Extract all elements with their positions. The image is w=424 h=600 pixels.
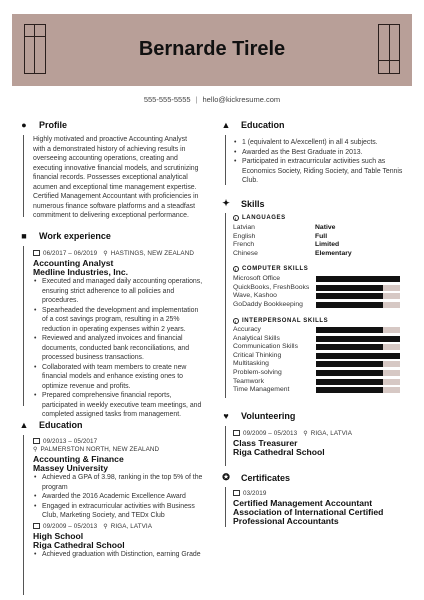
location-pin-icon: ⚲: [103, 524, 108, 530]
volunteering-heading: [220, 411, 295, 421]
edu-dates: 09/2009 – 05/2013: [43, 523, 98, 530]
skill-bar-fill: [316, 327, 383, 333]
skill-label: Communication Skills: [233, 343, 298, 351]
list-item: • Spearheaded the development and implementation of a cost savings program, resulting in a 25% reduction in operating expenses within 2 years.: [33, 306, 218, 335]
timeline-line: [225, 213, 226, 398]
profile-line: Highly motivated and proactive Accounting Analyst: [33, 136, 187, 143]
skill-label: Analytical Skills: [233, 334, 280, 342]
skill-bar-fill: [316, 302, 383, 308]
skill-label: Wave, Kashoo: [233, 292, 277, 300]
skill-bar-fill: [316, 293, 383, 299]
volunteering-meta: [233, 430, 352, 437]
certificates-heading: [220, 472, 290, 483]
person-icon: ●: [21, 120, 27, 130]
skill-bar-fill: [316, 353, 400, 359]
edu-school: Massey University: [33, 463, 108, 473]
profile-line: executing innovative financial models, and scrutinizing: [33, 164, 199, 172]
briefcase-icon: ■: [21, 231, 27, 241]
certificate-meta: [233, 490, 266, 497]
candidate-name: Bernarde Tirele: [138, 38, 286, 60]
skill-label: Critical Thinking: [233, 351, 282, 359]
skill-bar-fill: [316, 361, 383, 367]
info-icon: i: [233, 266, 239, 272]
volunteering-location: RIGA, LATVIA: [310, 430, 353, 437]
profile-text: [33, 135, 213, 221]
skill-bar-fill: [316, 387, 383, 393]
certificate-line: Professional Accountants: [233, 516, 339, 526]
certificate-date: 03/2019: [243, 490, 267, 497]
header-frame-line: [24, 36, 46, 37]
edu-meta: [33, 438, 97, 445]
skill-label: Time Management: [233, 386, 290, 394]
volunteering-role: Class Treasurer: [233, 438, 298, 448]
list-item: • Awarded as the Best Graduate in 2013.: [233, 148, 413, 158]
list-item: • Participated in extracurricular activities such as Economics Society, Riding Society, and Table Tennis Club.: [233, 157, 413, 186]
skill-label: Teamwork: [233, 377, 264, 385]
skill-label: Problem-solving: [233, 369, 282, 376]
timeline-line: [225, 487, 226, 527]
list-item: • Achieved a GPA of 3.98, ranking in the top 5% of the program: [33, 473, 218, 492]
skills-title: Skills: [241, 198, 265, 209]
skill-bar-fill: [316, 344, 383, 350]
skill-bar-fill: [316, 336, 400, 342]
location-pin-icon: ⚲: [303, 431, 308, 437]
list-item: • Executed and managed daily accounting operations, ensuring strict adherence to all policies and procedures.: [33, 277, 218, 306]
list-item: • Reviewed and analyzed invoices and financial documents, conducted bank reconciliations, and processed business transactions.: [33, 334, 218, 363]
graduation-cap-icon: ▲: [19, 420, 29, 430]
skill-bar-fill: [316, 285, 383, 291]
education-cont-heading: [220, 120, 285, 130]
calendar-icon: [33, 523, 40, 529]
computer-skills-heading: [233, 266, 308, 272]
timeline-line: [225, 135, 226, 185]
phone[interactable]: 555-555-5555: [143, 95, 191, 104]
edu-bullets: [33, 550, 218, 560]
list-item: • Prepared comprehensive financial reports, participated in weekly executive team meetings, and completed assigned tasks from management.: [33, 391, 218, 420]
timeline-line: [225, 426, 226, 466]
calendar-icon: [233, 490, 240, 496]
location-pin-icon: ⚲: [33, 447, 38, 453]
languages-heading: [233, 215, 286, 221]
work-bullets: [33, 277, 218, 420]
edu-location-text: PALMERSTON NORTH, NEW ZEALAND: [40, 446, 160, 453]
list-item: • 1 (equivalent to A/excellent) in all 4 subjects.: [233, 138, 413, 148]
separator: |: [195, 95, 198, 104]
timeline-line: [23, 135, 24, 217]
work-company: Medline Industries, Inc.: [33, 267, 129, 277]
wrench-icon: ✦: [222, 198, 230, 208]
profile-line: overseeing accounting operations, creating and: [33, 155, 178, 162]
edu-degree: High School: [33, 531, 84, 541]
calendar-icon: [33, 438, 40, 444]
skill-label: Microsoft Office: [233, 275, 281, 282]
profile-line: acumen and exceptional time management expertise.: [33, 183, 197, 191]
info-icon: i: [233, 318, 239, 324]
calendar-icon: [33, 250, 40, 256]
skills-heading: [220, 198, 265, 209]
work-role: Accounting Analyst: [33, 258, 114, 268]
work-title: Work experience: [39, 231, 111, 241]
info-icon: i: [233, 215, 239, 221]
header-banner: [12, 14, 412, 86]
education-heading: [18, 420, 83, 430]
certificate-line: Certified Management Accountant: [233, 498, 373, 508]
edu-meta: [33, 523, 152, 530]
edu-location-text: RIGA, LATVIA: [110, 523, 153, 530]
skill-label: GoDaddy Bookkeeping: [233, 300, 303, 308]
profile-line: financial records. Possesses exceptional analytical: [33, 174, 188, 181]
edu-cont-bullets: [233, 138, 413, 186]
profile-line: numerous finance software platforms and a steadfast: [33, 202, 196, 210]
edu-degree: Accounting & Finance: [33, 454, 124, 464]
list-item: • Engaged in extracurricular activities with Business Club, Marketing Society, and TEDx Club: [33, 502, 218, 521]
work-meta: [33, 250, 194, 257]
work-dates: 06/2017 – 06/2019: [43, 250, 98, 257]
award-icon: ✪: [222, 472, 230, 482]
profile-line: Certified Management Accountant with proficiencies in: [33, 193, 199, 200]
skill-bar-fill: [316, 370, 383, 376]
list-item: • Awarded the 2016 Academic Excellence Award: [33, 492, 218, 502]
computer-skills-title: COMPUTER SKILLS: [242, 266, 309, 272]
work-location: HASTINGS, NEW ZEALAND: [110, 250, 195, 257]
volunteering-dates: 09/2009 – 05/2013: [243, 430, 298, 437]
calendar-icon: [233, 430, 240, 436]
skill-label: Multitasking: [233, 360, 269, 368]
graduation-cap-icon: ▲: [221, 120, 231, 130]
skill-bar-fill: [316, 276, 400, 282]
skill-label: Accuracy: [233, 326, 261, 333]
profile-line: commitment to delivering exceptional performance.: [33, 212, 189, 219]
contact-line: [0, 95, 424, 104]
list-item: • Collaborated with team members to create new financial models and enhance existing ones to optimize revenue and profits.: [33, 363, 218, 392]
timeline-line: [23, 435, 24, 595]
education-title: Education: [39, 420, 83, 430]
email[interactable]: hello@kickresume.com: [202, 95, 281, 104]
location-pin-icon: ⚲: [103, 251, 108, 257]
edu-dates: 09/2013 – 05/2017: [43, 438, 98, 445]
languages-title: LANGUAGES: [242, 215, 286, 221]
edu-bullets: [33, 473, 218, 521]
certificates-title: Certificates: [241, 472, 291, 483]
edu-location: [33, 446, 159, 453]
edu-school: Riga Cathedral School: [33, 540, 125, 550]
timeline-line: [23, 246, 24, 406]
certificate-line: Association of International Certified: [233, 507, 384, 517]
profile-title: Profile: [39, 120, 68, 130]
volunteering-org: Riga Cathedral School: [233, 447, 325, 457]
skill-bar-fill: [316, 379, 383, 385]
profile-line: with a demonstrated history of achieving results in: [33, 145, 186, 153]
interpersonal-skills-title: INTERPERSONAL SKILLS: [242, 318, 329, 324]
interpersonal-skills-heading: [233, 318, 328, 324]
education-cont-title: Education: [241, 120, 285, 130]
list-item: • Achieved graduation with Distinction, earning Grade: [33, 550, 218, 560]
volunteering-title: Volunteering: [241, 411, 296, 421]
heart-icon: ♥: [223, 411, 229, 421]
work-heading: [18, 231, 111, 241]
skill-label: QuickBooks, FreshBooks: [233, 283, 310, 291]
profile-heading: [18, 120, 67, 130]
